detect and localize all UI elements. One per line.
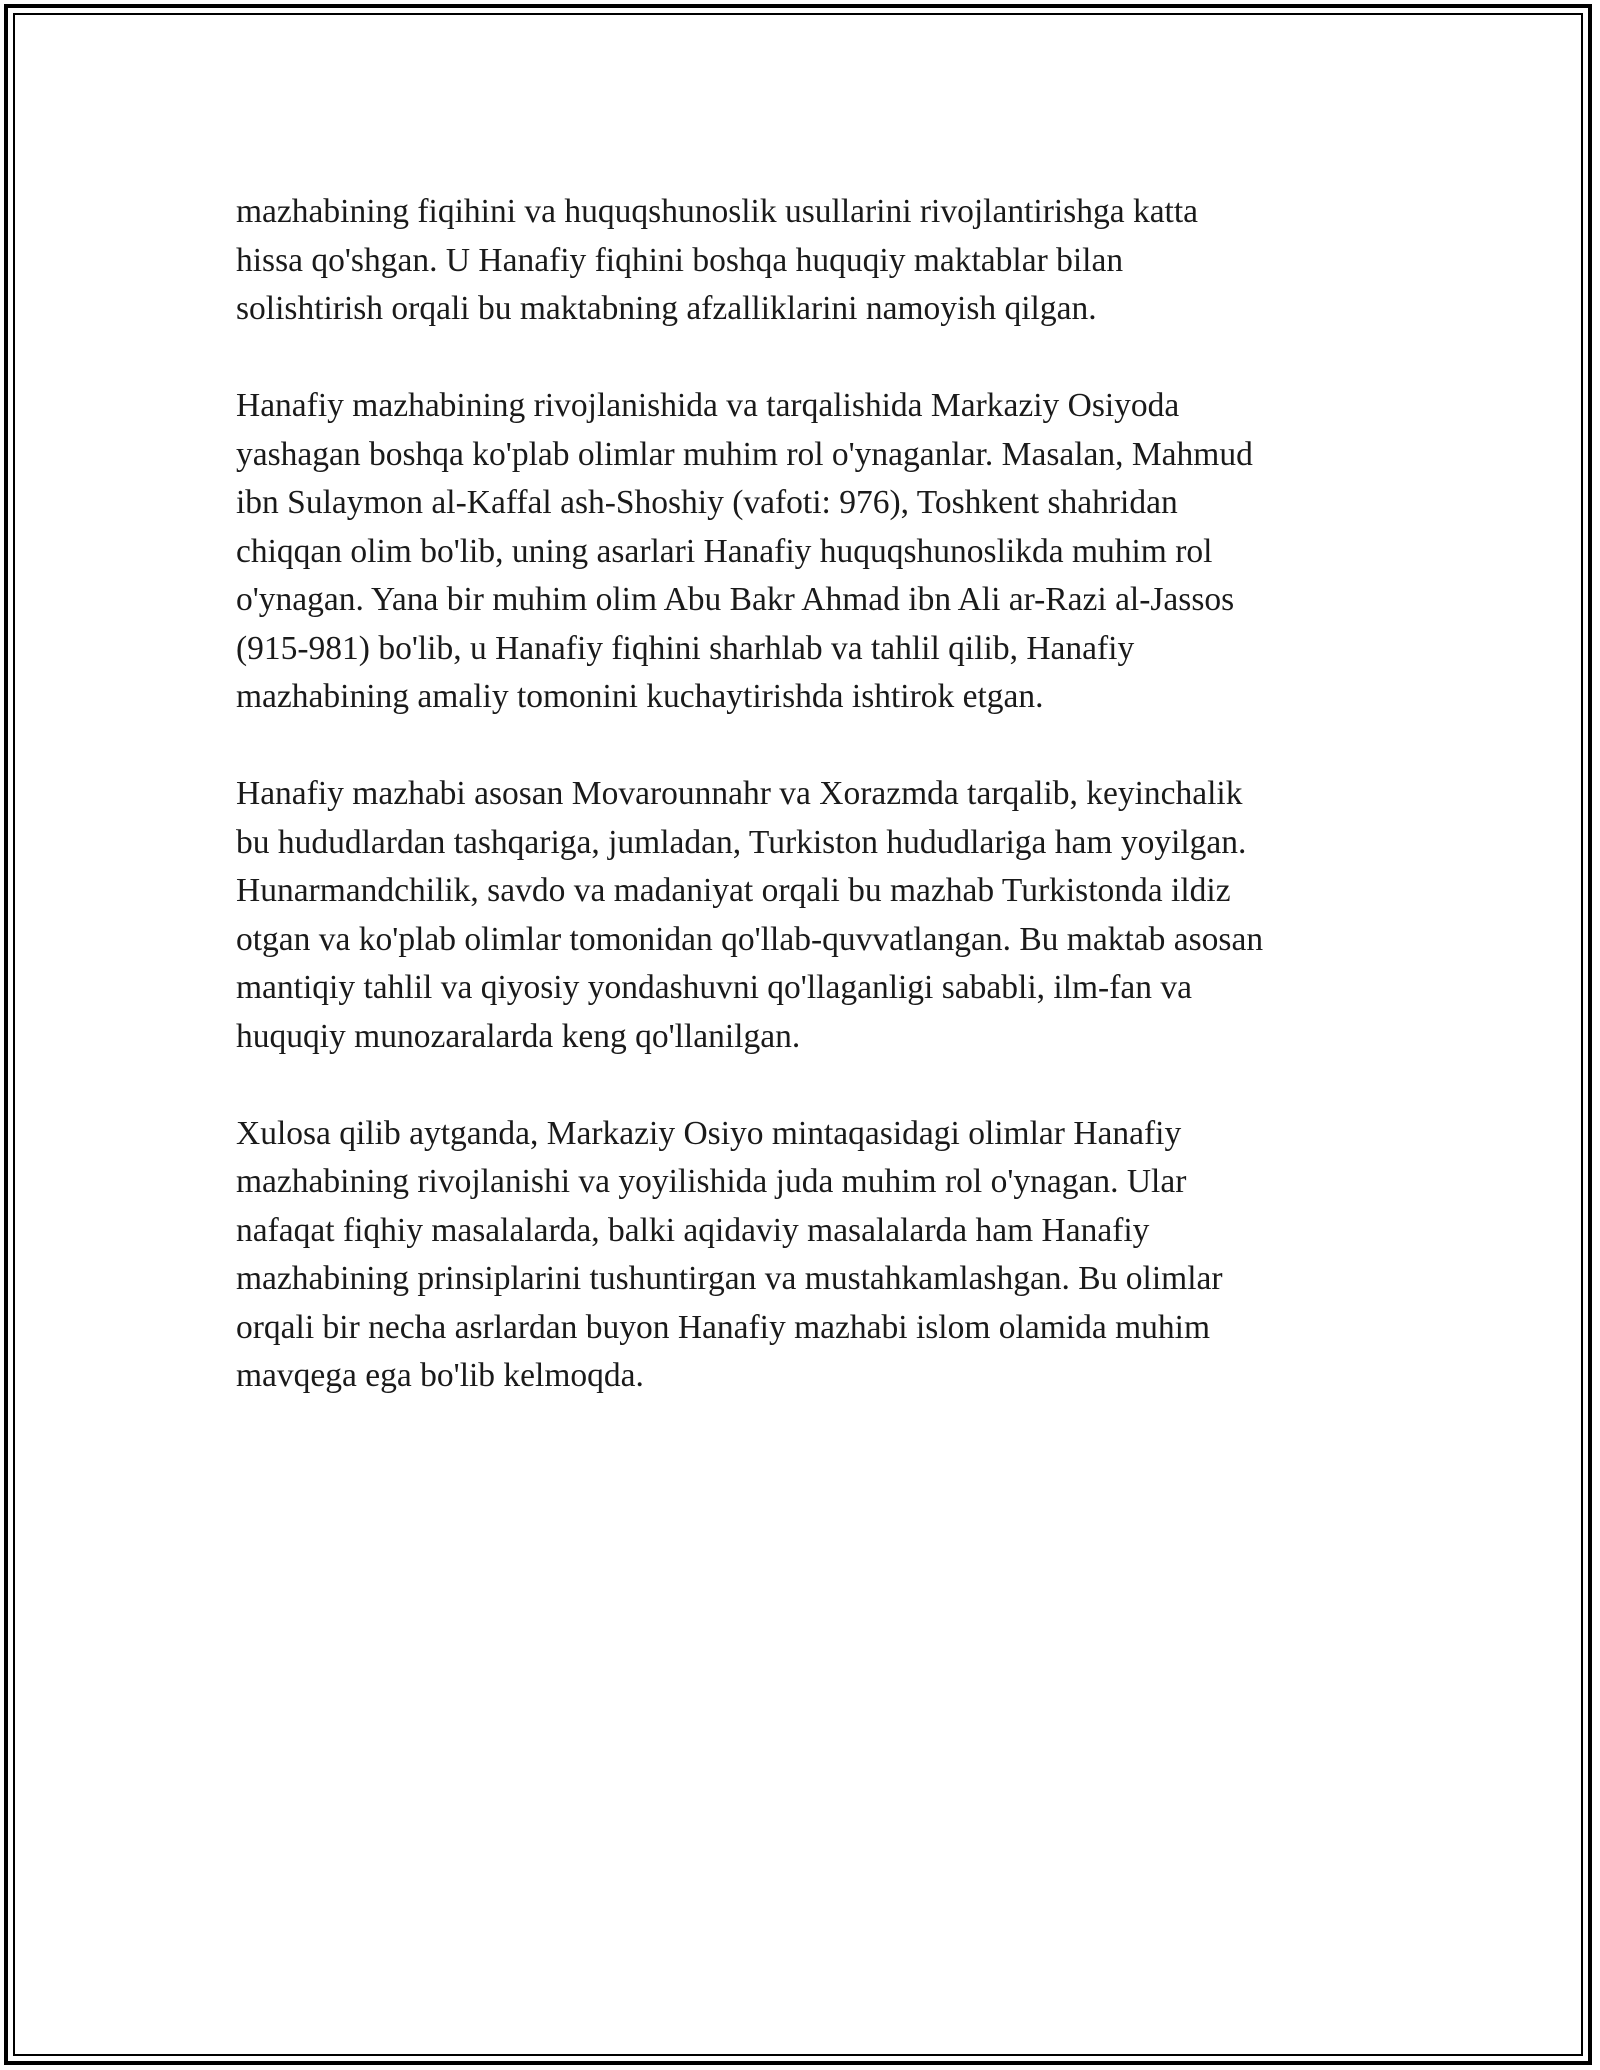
- text-line: Hanafiy mazhabi asosan Movarounnahr va Xorazmda tarqalib, keyinchalik: [236, 775, 1243, 812]
- text-line: ibn Sulaymon al-Kaffal ash-Shoshiy (vafoti: 976), Toshkent shahridan: [236, 484, 1178, 521]
- text-line: chiqqan olim bo'lib, uning asarlari Hanafiy huquqshunoslikda muhim rol: [236, 532, 1213, 570]
- text-line: yashagan boshqa ko'plab olimlar muhim rol o'ynaganlar. Masalan, Mahmud: [236, 435, 1253, 473]
- text-line: hissa qo'shgan. U Hanafiy fiqhini boshqa huquqiy maktablar bilan: [236, 241, 1124, 279]
- text-line: mazhabining fiqihini va huquqshunoslik usullarini rivojlantirishga katta: [236, 193, 1199, 230]
- paragraph-1: [236, 188, 1366, 334]
- text-line: mazhabining rivojlanishi va yoyilishida juda muhim rol o'ynagan. Ular: [236, 1163, 1187, 1200]
- text-line: orqali bir necha asrlardan buyon Hanafiy mazhabi islom olamida muhim: [236, 1308, 1211, 1346]
- text-line: mazhabining amaliy tomonini kuchaytirishda ishtirok etgan.: [236, 678, 1044, 715]
- text-line: mantiqiy tahlil va qiyosiy yondashuvni qo'llaganligi sababli, ilm-fan va: [236, 969, 1192, 1006]
- text-line: otgan va ko'plab olimlar tomonidan qo'llab-quvvatlangan. Bu maktab asosan: [236, 920, 1264, 958]
- document-body: [236, 188, 1366, 1449]
- text-line: mavqega ega bo'lib kelmoqda.: [236, 1357, 644, 1394]
- text-line: bu hududlardan tashqariga, jumladan, Turkiston hududlariga ham yoyilgan.: [236, 823, 1247, 861]
- paragraph-3: [236, 770, 1366, 1061]
- text-line: solishtirish orqali bu maktabning afzalliklarini namoyish qilgan.: [236, 290, 1097, 327]
- text-line: o'ynagan. Yana bir muhim olim Abu Bakr Ahmad ibn Ali ar-Razi al-Jassos: [236, 581, 1235, 618]
- text-line: Xulosa qilib aytganda, Markaziy Osiyo mintaqasidagi olimlar Hanafiy: [236, 1114, 1182, 1152]
- text-line: Hunarmandchilik, savdo va madaniyat orqali bu mazhab Turkistonda ildiz: [236, 872, 1231, 909]
- text-line: mazhabining prinsiplarini tushuntirgan va mustahkamlashgan. Bu olimlar: [236, 1260, 1223, 1297]
- text-line: nafaqat fiqhiy masalalarda, balki aqidaviy masalalarda ham Hanafiy: [236, 1211, 1150, 1249]
- text-line: (915-981) bo'lib, u Hanafiy fiqhini sharhlab va tahlil qilib, Hanafiy: [236, 629, 1135, 667]
- paragraph-4: [236, 1110, 1366, 1401]
- paragraph-2: [236, 382, 1366, 722]
- text-line: huquqiy munozaralarda keng qo'llanilgan.: [236, 1017, 801, 1055]
- text-line: Hanafiy mazhabining rivojlanishida va tarqalishida Markaziy Osiyoda: [236, 387, 1180, 424]
